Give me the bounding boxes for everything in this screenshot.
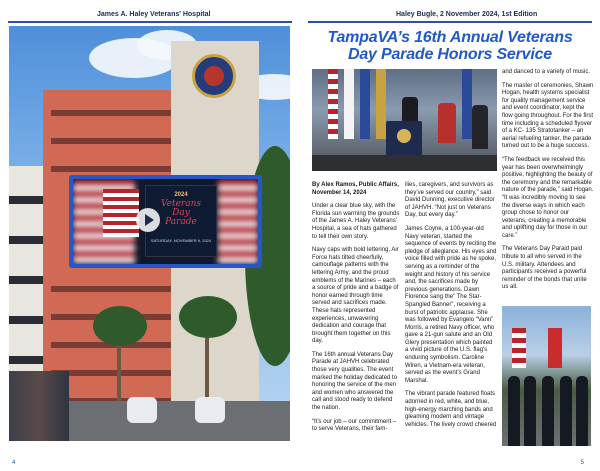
person (472, 105, 488, 149)
article-headline: TampaVA’s 16th Annual Veterans Day Parade Honors Service (327, 29, 573, 63)
flag (462, 69, 472, 139)
honor-guard (560, 376, 572, 446)
va-seal-icon (192, 54, 236, 98)
honor-guard-photo (502, 306, 591, 446)
person (438, 103, 456, 143)
poster-title: Veterans Day Parade (160, 199, 202, 227)
article-column-2: ilies, caregivers, and survivors as they’ve served our country,” said David Dunning, executive director of JAHVH. “Not just on Veterans Day, but every day.” James Coyne, a 100-year-old Navy veteran, started the sequence of events by reciting the pledge of allegiance. His eyes and voice filled with pride as he spoke, serving as a reminder of the weight and history of his service and, the sacrifices made by previous generations. Dawn Florence sang the” The Star-Spangled Banner”, receiving a burst of patriotic applause. She was followed by Evangelo “Vann” Morris, a retired Navy officer, who gave a 21-gun salute and an Old Glery presentation which painted a vivid picture of the U.S. flag’s enduring symbolism. Caroline Wiren, a Vietnam-era veteran, served as the event’s Grand Marshal. The vibrant parade featured floats adorned in red, white, and blue, high-energy marching bands and gleaming modern and vintage vehicles. The lively crowd cheered (405, 182, 497, 428)
motorcycle (195, 397, 225, 423)
motorcycle (127, 397, 157, 423)
byline: By Alex Ramos, Public Affairs, November 14, 2024 (312, 182, 399, 196)
palm-tree (93, 306, 147, 346)
header-rule-right (308, 21, 592, 23)
poster-year: 2024 (174, 192, 188, 198)
palm-tree (179, 296, 237, 338)
poster-date: SATURDAY, NOVEMBER 9, 2024 (150, 238, 212, 243)
flag (512, 328, 526, 368)
flag (548, 328, 562, 368)
running-head-left: James A. Haley Veterans' Hospital (97, 11, 211, 18)
video-thumbnail (73, 179, 258, 264)
article-column-1: By Alex Ramos, Public Affairs, November 14, 2024 Under a clear blue sky, with the Florida sun warming the grounds of the James A. Haley Veterans’ Hospital, a sea of hats gathered to tell their own story. Navy caps with bold lettering, Air Force hats tilted cheerfully, camouflage patterns with the lettering Army, and the proud emblems of the Marines – each a source of pride and a badge of honor earned through time served and sacrifices made. These hats represented experiences, unwavering dedication and courage that brought them together on this day. The 16th annual Veterans Day Parade at JAHVH celebrated those very qualities. The event marked the holiday dedicated to honoring the service of the men and women who answered the call and stood ready to defend the nation. “It’s our job – our commitment – to serve Veterans, their fam- (312, 182, 400, 433)
right-page (300, 0, 600, 471)
video-player[interactable] (69, 175, 262, 268)
flag (376, 69, 386, 139)
honor-guard (576, 376, 588, 446)
honor-guard (542, 376, 554, 446)
honor-guard (524, 376, 536, 446)
flag (103, 189, 139, 237)
podium (386, 121, 422, 157)
crowd (9, 371, 69, 441)
ceremony-stage-photo (312, 69, 497, 171)
running-head-right: Haley Bugle, 2 November 2024, 1st Edition (396, 11, 538, 18)
header-rule-left (8, 21, 292, 23)
flag (344, 69, 354, 139)
flag (328, 69, 338, 139)
play-icon[interactable] (136, 208, 160, 232)
page-number-left: 4 (12, 460, 16, 466)
flag (360, 69, 370, 139)
honor-guard (508, 376, 520, 446)
va-seal-icon (397, 129, 411, 143)
page-number-right: 5 (580, 460, 584, 466)
article-column-3: and danced to a variety of music. The master of ceremonies, Shawn Hogan, health systems specialist for quality management service and event coordinator, kept the flow going throughout. For the first time including a scheduled flyover of a KC- 135 Stratotanker – an aerial refueling tanker, the parade turned out to be a huge success. “The feedback we received this year has been overwhelmingly positive, highlighting the beauty of the ceremony and the remarkable nature of the parade,” said Hogan. “It was incredibly moving to see the diverse ways in which each group chose to honor our veterans, creating a memorable and uplifting day for those in our care.” The Veterans Day Paraid paid tribute to all who served in the U.S. military. Attendees and participants received a powerful reminder of the bonds that unite us all. (502, 69, 594, 291)
